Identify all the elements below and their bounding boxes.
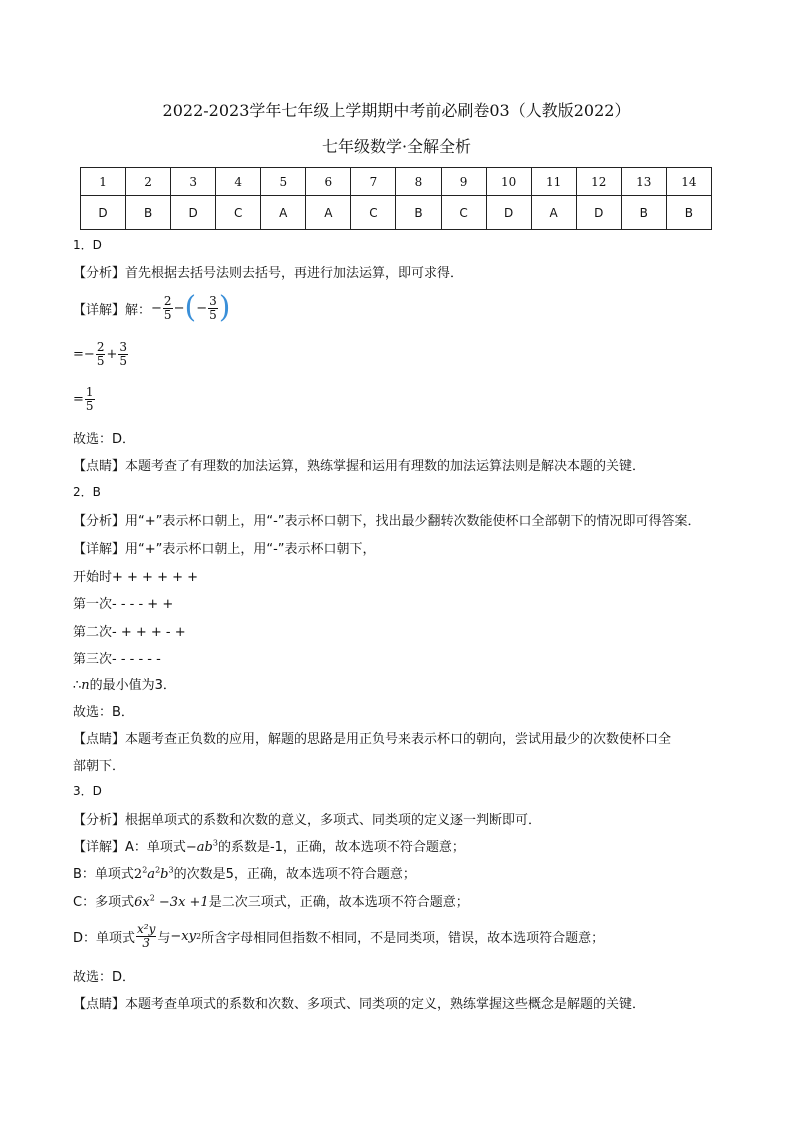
- q2-number: 2．B: [73, 485, 101, 499]
- q1-detail: [73, 290, 230, 326]
- answer-table: [80, 167, 712, 230]
- q1-number: 1．D: [73, 238, 102, 252]
- page-title: 2022-2023学年七年级上学期期中考前必刷卷03（人教版2022）: [162, 101, 631, 120]
- q1-minus-sign: −: [173, 300, 185, 316]
- question-number-cell: 5: [261, 168, 306, 196]
- q2-start: 开始时+ + + + + +: [73, 570, 199, 585]
- q1-step2: [73, 381, 96, 417]
- plus-sign: +: [106, 346, 118, 362]
- q3-number: 3．D: [73, 784, 102, 798]
- exponent: 3: [168, 865, 174, 875]
- equals-sign: =: [73, 391, 84, 407]
- q3-option-b: [73, 863, 416, 882]
- q1-neg-sign: −: [83, 346, 95, 362]
- q1-neg-sign: −: [151, 300, 162, 316]
- coefficient: 2: [133, 867, 143, 882]
- q3-option-c: [73, 891, 469, 910]
- exponent: 2: [142, 865, 148, 875]
- q2-comment-line1: 【点睛】本题考查正负数的应用，解题的思路是用正负号来表示杯口的朝向，尝试用最少的次数使杯口全: [73, 732, 672, 747]
- q2-third: 第三次- - - - - -: [73, 652, 161, 667]
- option-d-mid: 与: [157, 930, 171, 946]
- question-number-cell: 13: [621, 168, 666, 196]
- therefore-symbol: ∴: [73, 678, 82, 693]
- option-c-suffix: 是二次三项式，正确，故本选项不符合题意；: [208, 895, 469, 910]
- answer-cell: D: [576, 196, 621, 230]
- equals-sign: =: [73, 346, 84, 362]
- answer-cell: B: [621, 196, 666, 230]
- option-d-expression: −xy: [170, 928, 196, 944]
- q2-conclusion-text: 的最小值为3．: [89, 678, 176, 693]
- answer-cell: D: [81, 196, 126, 230]
- option-a-expression: −ab: [185, 840, 213, 855]
- exponent: 2: [149, 893, 155, 903]
- question-number-cell: 14: [666, 168, 711, 196]
- left-paren: (: [184, 290, 197, 325]
- q3-choose: 故选：D．: [73, 970, 136, 985]
- question-number-cell: 4: [216, 168, 261, 196]
- answer-cell: D: [171, 196, 216, 230]
- answer-cell: B: [666, 196, 711, 230]
- q3-comment: 【点睛】本题考查单项式的系数和次数、多项式、同类项的定义，熟练掌握这些概念是解题的关键．: [73, 997, 646, 1012]
- q1-fraction-inner: [208, 295, 218, 322]
- question-number-cell: 1: [81, 168, 126, 196]
- fraction-denominator: 5: [96, 353, 105, 368]
- answer-cell: B: [126, 196, 171, 230]
- q3-analysis: 【分析】根据单项式的系数和次数的意义，多项式、同类项的定义逐一判断即可．: [73, 813, 542, 828]
- fraction-numerator: 1: [85, 384, 94, 399]
- answer-table-answer-row: [81, 196, 712, 230]
- q1-step1: [73, 336, 129, 372]
- fraction-denominator: 5: [163, 307, 172, 322]
- fraction-numerator: x²y: [137, 921, 156, 936]
- answer-cell: A: [306, 196, 351, 230]
- q1-detail-label: 【详解】解：: [73, 302, 152, 318]
- question-number-cell: 3: [171, 168, 216, 196]
- answer-cell: C: [216, 196, 261, 230]
- question-number-cell: 12: [576, 168, 621, 196]
- fraction-numerator: 2: [163, 293, 172, 308]
- question-number-cell: 7: [351, 168, 396, 196]
- fraction-numerator: 2: [96, 339, 105, 354]
- q1-result-fraction: [85, 386, 95, 413]
- option-c-prefix: C：多项式: [73, 895, 135, 910]
- q1-comment: 【点睛】本题考查了有理数的加法运算，熟练掌握和运用有理数的加法运算法则是解决本题的关键．: [73, 459, 646, 474]
- fraction-numerator: 3: [209, 293, 217, 308]
- page-subtitle: 七年级数学·全解全析: [321, 137, 472, 156]
- q2-choose: 故选：B．: [73, 705, 134, 720]
- fraction-denominator: 3: [142, 935, 151, 950]
- q1-fraction: [96, 341, 106, 368]
- fraction-numerator: 3: [119, 339, 127, 354]
- option-a-prefix: 【详解】A：单项式: [73, 840, 186, 855]
- answer-cell: A: [261, 196, 306, 230]
- q1-neg-sign-inner: −: [196, 300, 208, 316]
- answer-cell: A: [531, 196, 576, 230]
- right-paren: ): [218, 290, 231, 325]
- question-number-cell: 6: [306, 168, 351, 196]
- q3-option-a: [73, 836, 465, 855]
- question-number-cell: 9: [441, 168, 486, 196]
- answer-cell: D: [486, 196, 531, 230]
- answer-cell: C: [441, 196, 486, 230]
- option-b-suffix: 的次数是5，正确，故本选项不符合题意；: [173, 867, 416, 882]
- fraction-denominator: 5: [85, 398, 94, 413]
- q1-fraction: [163, 295, 173, 322]
- question-number-cell: 2: [126, 168, 171, 196]
- option-d-fraction: [136, 923, 156, 950]
- q2-second: 第二次- + + + - +: [73, 625, 186, 640]
- exponent: 3: [212, 838, 218, 848]
- option-a-suffix: 的系数是-1，正确，故本选项不符合题意；: [217, 840, 465, 855]
- exponent: 2: [155, 865, 161, 875]
- option-c-rest: −3x +1: [154, 895, 209, 910]
- fraction-denominator: 5: [209, 307, 217, 322]
- q2-detail: 【详解】用“+”表示杯口朝上，用“-”表示杯口朝下，: [73, 542, 376, 557]
- option-d-prefix: D：单项式: [73, 930, 136, 946]
- q2-conclusion: [73, 674, 176, 693]
- exponent: 2: [195, 931, 202, 941]
- q1-analysis: 【分析】首先根据去括号法则去括号，再进行加法运算，即可求得．: [73, 266, 464, 281]
- option-c-term1: 6x: [134, 895, 150, 910]
- fraction-denominator: 5: [119, 353, 127, 368]
- option-d-suffix: 所含字母相同但指数不相同，不是同类项，错误，故本选项符合题意；: [201, 930, 605, 946]
- variable-b: b: [160, 867, 169, 882]
- q3-option-d: [73, 918, 604, 954]
- q2-comment-line2: 部朝下．: [73, 759, 126, 774]
- q1-choose: 故选：D．: [73, 432, 136, 447]
- answer-cell: B: [396, 196, 441, 230]
- question-number-cell: 10: [486, 168, 531, 196]
- q2-analysis: 【分析】用“+”表示杯口朝上，用“-”表示杯口朝下，找出最少翻转次数能使杯口全部朝下的情况即可得答案．: [73, 514, 701, 529]
- option-b-prefix: B：单项式: [73, 867, 134, 882]
- question-number-cell: 11: [531, 168, 576, 196]
- variable-n: n: [81, 678, 90, 693]
- variable-a: a: [147, 867, 156, 882]
- q2-first: 第一次- - - - + +: [73, 597, 174, 612]
- answer-cell: C: [351, 196, 396, 230]
- q1-fraction: [118, 341, 128, 368]
- answer-table-number-row: [81, 168, 712, 196]
- question-number-cell: 8: [396, 168, 441, 196]
